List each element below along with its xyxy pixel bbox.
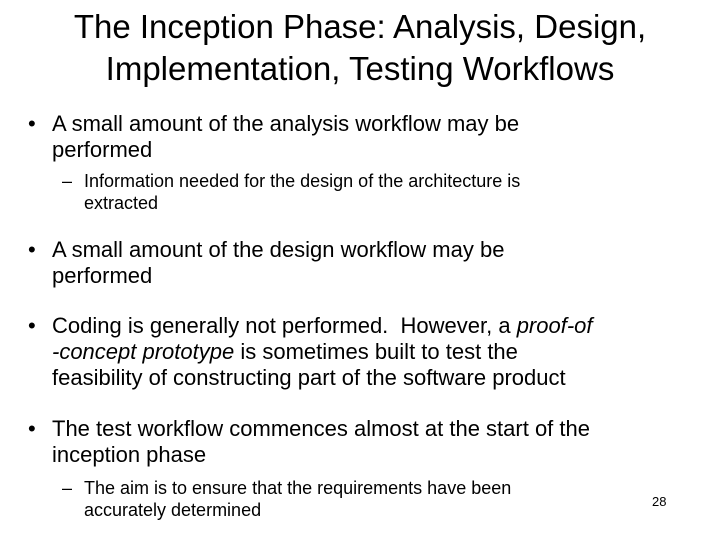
bullet-text: [52, 237, 504, 289]
sub-bullet-marker: –: [62, 478, 73, 498]
bullet-marker: •: [28, 237, 36, 262]
bullet-line: performed: [52, 137, 153, 162]
sub-bullet-line: extracted: [84, 193, 159, 213]
bullet-text: [52, 313, 593, 391]
bullet-line: feasibility of constructing part of the software product: [52, 365, 566, 390]
bullet-text: [52, 416, 590, 468]
sub-bullet-text: [84, 477, 511, 521]
page-number: 28: [652, 494, 667, 509]
bullet-text: [52, 111, 519, 163]
bullet-line-segment: Coding is generally not performed. However, a: [52, 313, 517, 338]
title-line-1: The Inception Phase: Analysis, Design,: [73, 8, 647, 45]
bullet-line: The test workflow commences almost at the start of the: [52, 416, 590, 441]
sub-bullet-line: Information needed for the design of the architecture is: [84, 171, 521, 191]
bullet-line: [52, 313, 593, 339]
bullet-line: A small amount of the analysis workflow may be: [52, 111, 520, 136]
sub-bullet-line: The aim is to ensure that the requirements have been: [84, 478, 512, 498]
bullet-line: inception phase: [52, 442, 207, 467]
sub-bullet-marker: –: [62, 171, 73, 191]
emphasis-text: -concept prototype: [52, 339, 235, 364]
bullet-line-segment: is sometimes built to test the: [234, 339, 518, 364]
slide-title: [20, 6, 700, 90]
sub-bullet-line: accurately determined: [84, 500, 262, 520]
bullet-marker: •: [28, 313, 36, 338]
bullet-line: performed: [52, 263, 153, 288]
bullet-line: [52, 339, 593, 365]
bullet-line: A small amount of the design workflow may be: [52, 237, 505, 262]
bullet-marker: •: [28, 416, 36, 441]
sub-bullet-text: [84, 170, 520, 214]
title-line-2: Implementation, Testing Workflows: [105, 50, 615, 87]
emphasis-text: proof-of: [516, 313, 593, 338]
bullet-marker: •: [28, 111, 36, 136]
